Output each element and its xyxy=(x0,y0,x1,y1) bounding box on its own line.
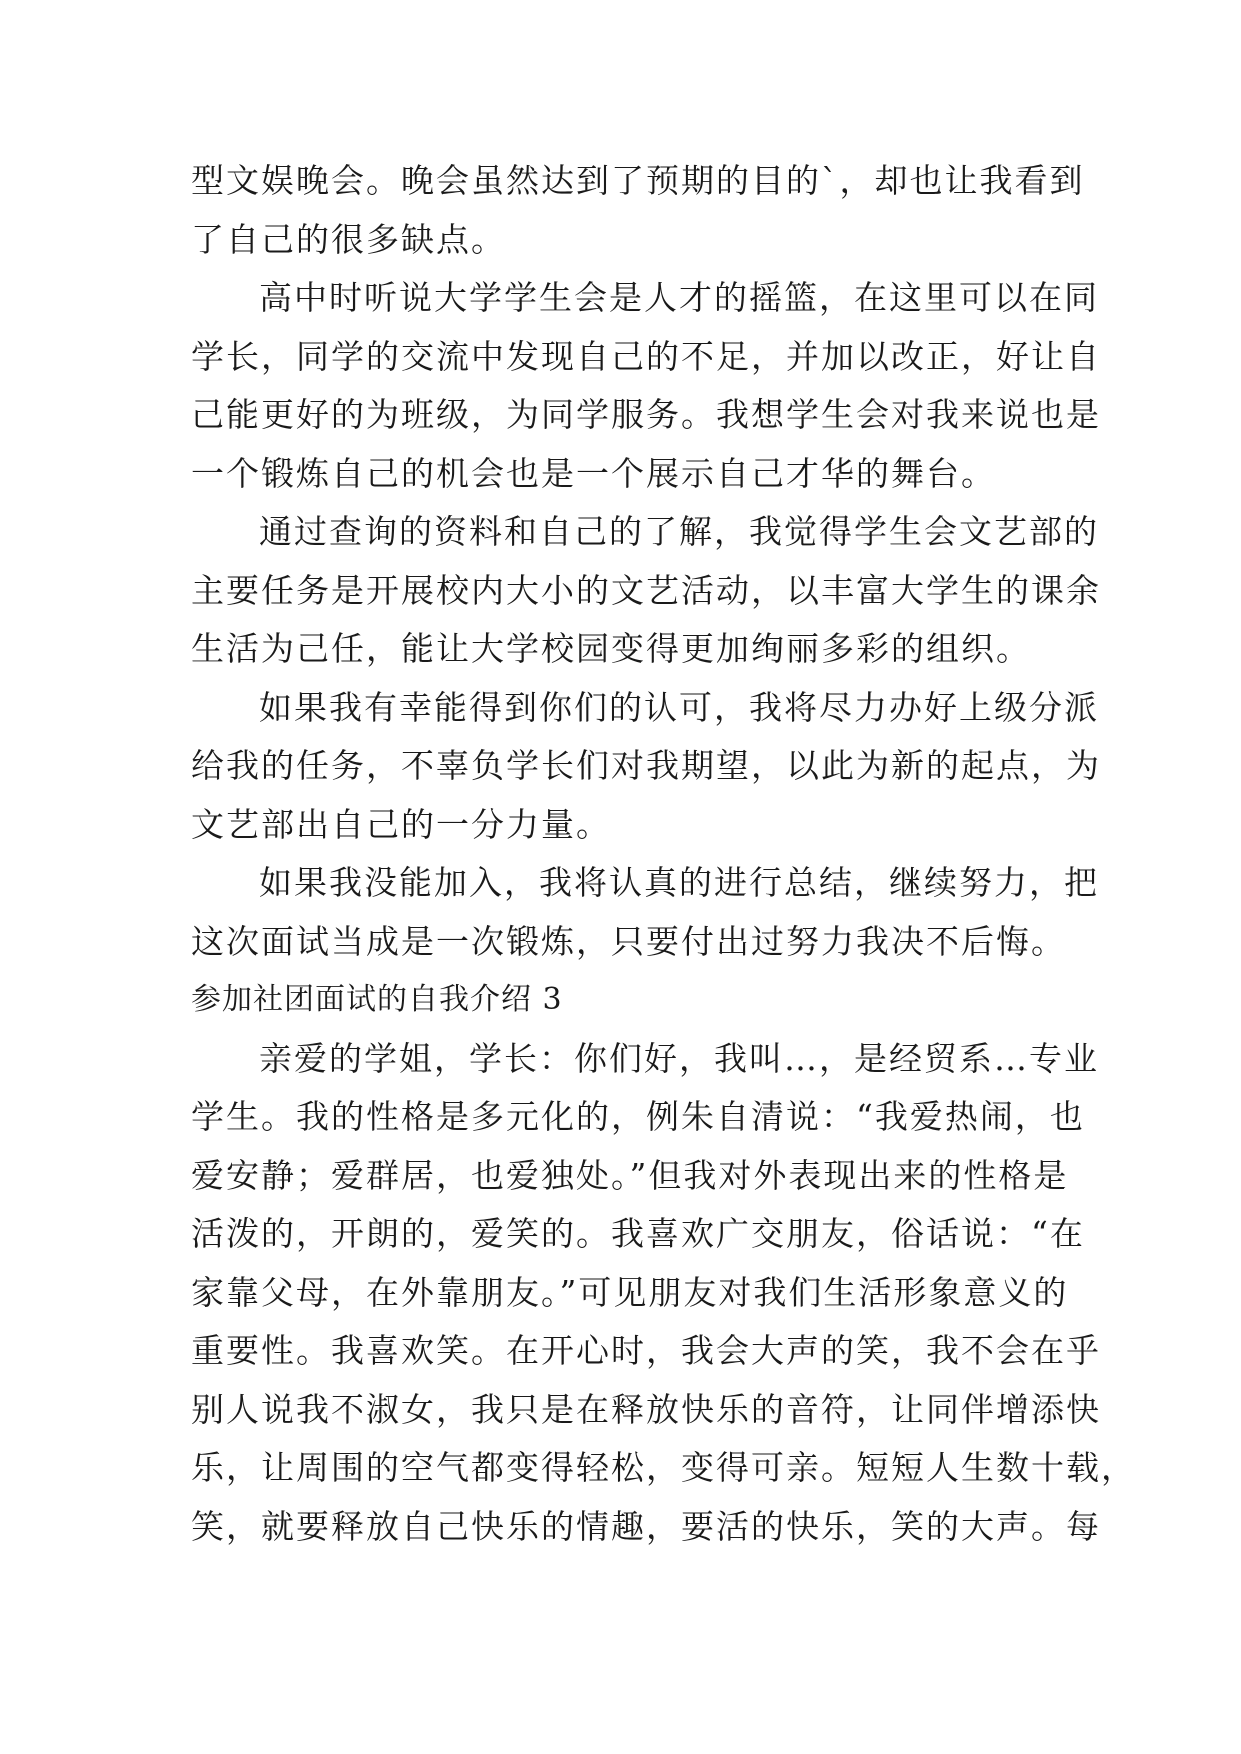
text-line: 己能更好的为班级，为同学服务。我想学生会对我来说也是 xyxy=(191,395,1101,434)
text-line: 乐，让周围的空气都变得轻松，变得可亲。短短人生数十载， xyxy=(191,1448,1136,1487)
text-line: 给我的任务，不辜负学长们对我期望，以此为新的起点，为 xyxy=(191,746,1101,785)
text-line: 学长，同学的交流中发现自己的不足，并加以改正，好让自 xyxy=(191,336,1101,376)
text-line: 别人说我不淑女，我只是在释放快乐的音符，让同伴增添快 xyxy=(191,1389,1101,1429)
text-line: 笑，就要释放自己快乐的情趣，要活的快乐，笑的大声。每 xyxy=(191,1506,1101,1546)
text-line: 了自己的很多缺点。 xyxy=(191,219,506,259)
document-body xyxy=(191,152,1136,1556)
paragraph-first-line: 如果我没能加入，我将认真的进行总结，继续努力，把 xyxy=(259,863,1099,902)
text-line: 爱安静；爱群居，也爱独处。”但我对外表现出来的性格是 xyxy=(191,1155,1069,1195)
text-line: 这次面试当成是一次锻炼，只要付出过努力我决不后悔。 xyxy=(191,921,1066,961)
text-line: 型文娱晚会。晚会虽然达到了预期的目的`，却也让我看到 xyxy=(191,161,1085,200)
text-line: 活泼的，开朗的，爱笑的。我喜欢广交朋友，俗话说：“在 xyxy=(191,1214,1085,1253)
paragraph-first-line: 高中时听说大学学生会是人才的摇篮，在这里可以在同 xyxy=(259,278,1099,317)
text-line: 学生。我的性格是多元化的，例朱自清说：“我爱热闹，也 xyxy=(191,1097,1085,1136)
text-line: 家靠父母，在外靠朋友。”可见朋友对我们生活形象意义的 xyxy=(191,1272,1069,1312)
section-heading: 参加社团面试的自我介绍 3 xyxy=(191,982,563,1017)
paragraph-first-line: 亲爱的学姐，学长：你们好，我叫…，是经贸系…专业 xyxy=(259,1038,1099,1078)
text-line: 生活为己任，能让大学校园变得更加绚丽多彩的组织。 xyxy=(191,629,1031,668)
text-line: 重要性。我喜欢笑。在开心时，我会大声的笑，我不会在乎 xyxy=(191,1331,1101,1370)
paragraph-first-line: 如果我有幸能得到你们的认可，我将尽力办好上级分派 xyxy=(259,687,1099,727)
text-line: 主要任务是开展校内大小的文艺活动，以丰富大学生的课余 xyxy=(191,570,1101,610)
text-line: 一个锻炼自己的机会也是一个展示自己才华的舞台。 xyxy=(191,453,996,493)
text-line: 文艺部出自己的一分力量。 xyxy=(191,804,611,844)
paragraph-first-line: 通过查询的资料和自己的了解，我觉得学生会文艺部的 xyxy=(259,512,1099,551)
